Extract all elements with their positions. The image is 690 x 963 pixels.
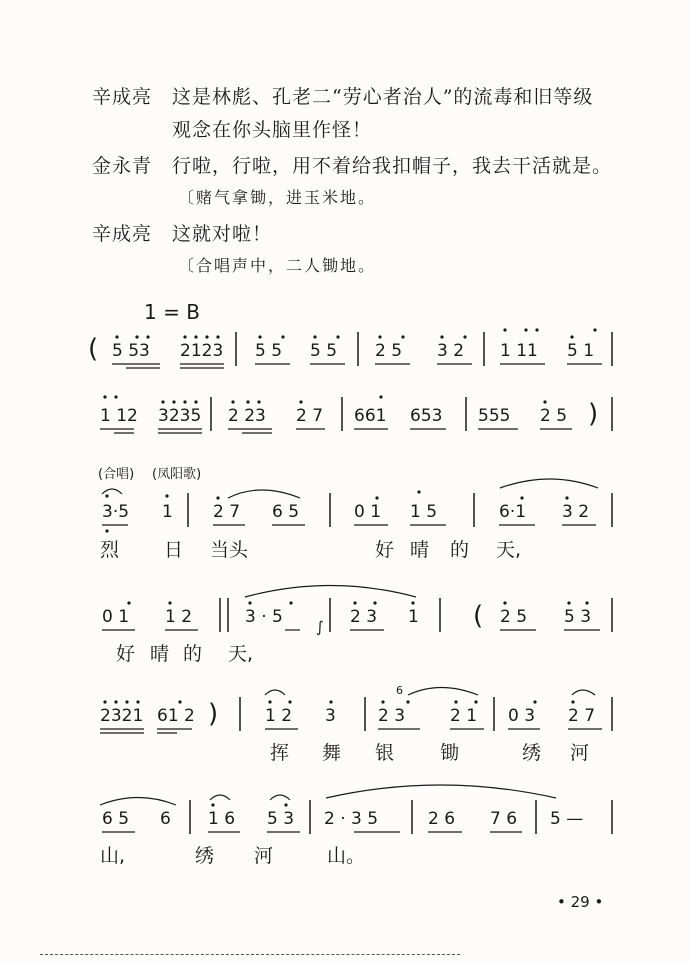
notation-group: 1 6	[208, 809, 236, 829]
notation-group: 3 · 5	[245, 607, 283, 627]
notation-group: 1 5	[410, 502, 438, 522]
notation-group: 6 5	[272, 502, 300, 522]
lyric: 烈	[100, 539, 120, 561]
notation-group: 1 12	[100, 406, 138, 426]
page-number: • 29 •	[557, 893, 604, 911]
stage-direction: 〔赌气拿锄，进玉米地。	[178, 188, 377, 207]
slur	[265, 690, 285, 695]
notation-group: 3235	[158, 406, 202, 426]
notation-group: 2 23	[228, 406, 266, 426]
speech-line: 观念在你头脑里作怪！	[172, 119, 373, 141]
lyric: 晴	[150, 643, 170, 665]
score-row-3	[98, 467, 612, 561]
slur	[270, 795, 290, 800]
speaker-name: 金永青	[92, 155, 153, 177]
notation-group: )	[208, 699, 219, 729]
octave-dots	[127, 601, 588, 604]
notation-group: 5 53	[112, 341, 150, 361]
score-row-4	[102, 586, 612, 666]
notation-group: 5 3	[564, 607, 592, 627]
footer-rule	[40, 954, 460, 955]
speech-line: 行啦，行啦，用不着给我扣帽子，我去干活就是。	[172, 155, 613, 177]
slur	[245, 586, 416, 598]
lyric: 天,	[496, 539, 522, 561]
lyric: 绣	[195, 845, 215, 867]
lyric: 的	[450, 539, 470, 561]
lyric: 挥	[270, 742, 290, 764]
notation-group: 6 5	[102, 809, 130, 829]
notation-group: 6	[160, 809, 171, 829]
notation-group: 2 1	[450, 706, 478, 726]
notation-group: 2 7	[568, 706, 596, 726]
speaker-name: 辛成亮	[92, 86, 153, 108]
notation-group: 2 5	[375, 341, 403, 361]
speech-line: 这就对啦！	[172, 223, 273, 245]
lyric: 好	[375, 539, 395, 561]
notation-group: 5 5	[310, 341, 338, 361]
notation-group: 0 1	[354, 502, 382, 522]
notation-group: 1 11	[500, 341, 538, 361]
octave-dots	[103, 700, 574, 703]
notation-group: 0 3	[508, 706, 536, 726]
label-style: (凤阳歌)	[152, 467, 202, 482]
label-chorus: (合唱)	[98, 467, 135, 482]
notation-group: 2 5	[540, 406, 568, 426]
slur	[408, 688, 478, 696]
notation-group: 61 2	[157, 706, 195, 726]
notation-group: 5 5	[255, 341, 283, 361]
lyric: 晴	[410, 539, 430, 561]
notation-group: 5 1	[567, 341, 595, 361]
notation-group: 1 2	[165, 607, 193, 627]
notation-group: 1	[408, 607, 419, 627]
notation-group: 555	[478, 406, 511, 426]
notation-group: 2 6	[428, 809, 456, 829]
notation-group: (	[88, 334, 99, 364]
lyric: 的	[183, 643, 203, 665]
lyric: 山。	[327, 845, 366, 867]
notation-group: 0 1	[102, 607, 130, 627]
grace-note: 6	[396, 684, 403, 697]
lyric: 河	[570, 742, 590, 764]
speech-line: 这是林彪、孔老二“劳心者治人”的流毒和旧等级	[172, 86, 594, 108]
slur	[210, 795, 230, 800]
slur	[102, 489, 122, 494]
notation-group: 1 2	[265, 706, 293, 726]
stage-direction: 〔合唱声中，二人锄地。	[178, 256, 377, 275]
lyric: 舞	[322, 742, 342, 764]
notation-group: 2 7	[296, 406, 324, 426]
key-signature: 1 = B	[144, 300, 200, 324]
notation-group: 2321	[100, 706, 144, 726]
notation-group: )	[588, 399, 599, 429]
lyric: 日	[164, 539, 184, 561]
notation-group: 6·1	[499, 502, 527, 522]
octave-dots	[115, 328, 596, 338]
lyric: 河	[254, 845, 274, 867]
slur	[572, 690, 595, 695]
notation-group: 1	[162, 502, 173, 522]
lyric: 绣	[522, 742, 542, 764]
notation-group: 5 3	[267, 809, 295, 829]
notation-group: 661	[354, 406, 387, 426]
lyric: 锄	[440, 742, 460, 764]
notation-group: 3 2	[437, 341, 465, 361]
notation-group: 2 · 3 5	[324, 809, 379, 829]
score-row-5	[100, 684, 612, 764]
notation-group: 7 6	[490, 809, 518, 829]
notation-group: (	[473, 601, 484, 631]
slur	[500, 479, 598, 488]
notation-group: 653	[410, 406, 443, 426]
lyric: 天,	[228, 643, 254, 665]
notation-group: 3·5	[102, 502, 130, 522]
slur	[100, 798, 176, 806]
score-row-6	[100, 785, 612, 867]
octave-dots	[211, 803, 287, 806]
score-row-2	[100, 395, 612, 433]
octave-dots	[103, 395, 546, 403]
lyric: 山,	[100, 845, 126, 867]
notation-group: 2123	[180, 341, 224, 361]
notation-group: 2 3	[378, 706, 406, 726]
notation-group: 2 5	[500, 607, 528, 627]
score-row-1	[88, 328, 612, 368]
lyric: 银	[375, 742, 395, 764]
notation-group: 2 3	[350, 607, 378, 627]
notation-group: 3 2	[562, 502, 590, 522]
lyric: 好	[116, 643, 136, 665]
breath-mark: ∫	[316, 618, 324, 636]
slur	[228, 490, 300, 498]
lyric: 当头	[210, 539, 249, 561]
notation-group: 3	[325, 706, 336, 726]
speaker-name: 辛成亮	[92, 223, 153, 245]
slur	[326, 785, 556, 798]
notation-group: 2 7	[213, 502, 241, 522]
notation-group: 5 —	[550, 809, 584, 829]
